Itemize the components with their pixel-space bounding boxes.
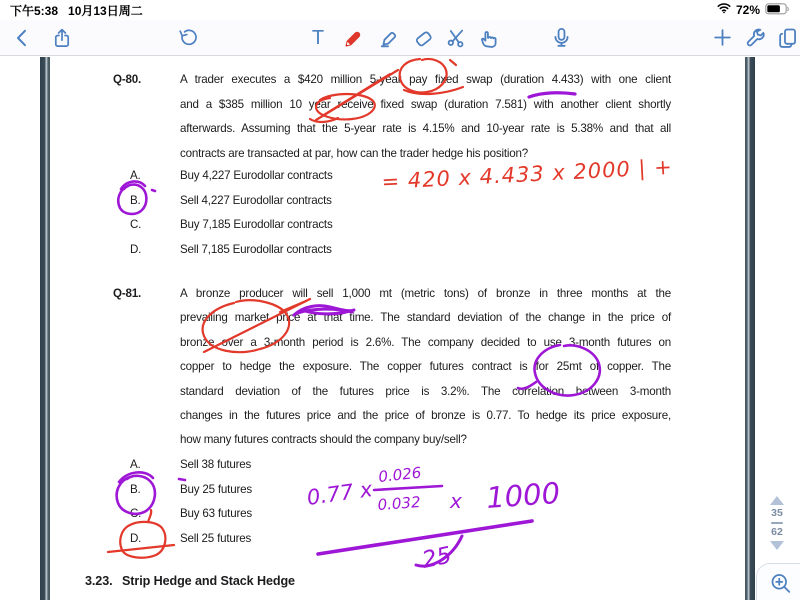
svg-text:0.026: 0.026 xyxy=(377,463,423,486)
page-edge-left xyxy=(40,57,50,600)
choice-text: Sell 4,227 Eurodollar contracts xyxy=(180,193,332,207)
choice-text: Buy 25 futures xyxy=(180,482,252,496)
choice-text: Sell 38 futures xyxy=(180,458,252,471)
page-current: 35 xyxy=(771,507,783,519)
question-id: Q-81. xyxy=(113,287,141,300)
share-icon[interactable] xyxy=(51,27,73,49)
svg-text:x: x xyxy=(450,489,462,513)
choice-label: B. xyxy=(130,193,141,207)
choice-label: B. xyxy=(130,482,141,496)
microphone-icon[interactable] xyxy=(550,27,572,49)
toolbar xyxy=(0,20,800,56)
add-page-icon[interactable] xyxy=(711,27,733,49)
question-line: A trader executes a $420 million 5-year pay fixed swap (duration 4.433) with one client xyxy=(180,73,671,86)
page-down-arrow[interactable] xyxy=(770,541,784,550)
red-note-handwriting: = 420 x 4.433 x 2000 | + xyxy=(381,154,674,194)
page-edge-right xyxy=(745,57,755,600)
wifi-icon xyxy=(717,3,731,17)
status-date: 10月13日周二 xyxy=(68,3,143,18)
choice-text: Buy 63 futures xyxy=(180,507,252,521)
choice-label: D. xyxy=(130,242,142,256)
section-number: 3.23. xyxy=(85,574,113,588)
svg-text:1000: 1000 xyxy=(485,475,562,515)
magnifier-plus-icon xyxy=(769,572,793,600)
eraser-icon[interactable] xyxy=(412,27,434,49)
battery-percent: 72% xyxy=(735,3,760,17)
question-line: A bronze producer will sell 1,000 mt (metric tons) of bronze in three months at the xyxy=(180,287,671,300)
choice-label: A. xyxy=(130,169,141,182)
choice-label: C. xyxy=(130,507,142,521)
page-total: 62 xyxy=(771,526,783,538)
choice-text: Buy 4,227 Eurodollar contracts xyxy=(180,169,333,182)
question-line: changes in the futures price and the price of bronze is 0.77. To hedge its price exposure, xyxy=(180,409,671,422)
question-line: afterwards. Assuming that the 5-year rate is 4.15% and 10-year rate is 5.38% and that all xyxy=(180,122,671,136)
page-divider xyxy=(771,522,783,524)
highlighter-icon[interactable] xyxy=(378,27,400,49)
scissors-icon[interactable] xyxy=(445,27,467,49)
question-line: bronze over a 3-month period is 2.6%. The company decided to use 3-month futures on xyxy=(180,335,671,349)
text-tool[interactable]: T xyxy=(311,26,325,49)
page-navigator xyxy=(763,496,791,550)
question-line: prevailing market price at that time. The standard deviation of the change in the price of xyxy=(180,311,671,325)
section-title: Strip Hedge and Stack Hedge xyxy=(122,574,295,588)
question-line: standard deviation of the futures price is 3.2%. The correlation between 3-month xyxy=(180,384,671,398)
undo-icon[interactable] xyxy=(177,27,199,49)
wrench-settings-icon[interactable] xyxy=(744,27,766,49)
hand-pointer-icon[interactable] xyxy=(478,27,500,49)
pages-icon[interactable] xyxy=(776,27,798,49)
question-line: how many futures contracts should the company buy/sell? xyxy=(180,433,467,447)
back-button[interactable] xyxy=(12,27,34,49)
svg-text:25: 25 xyxy=(419,542,454,574)
choice-text: Buy 7,185 Eurodollar contracts xyxy=(180,218,333,232)
choice-text: Sell 25 futures xyxy=(180,531,252,545)
battery-icon xyxy=(765,3,790,18)
question-line: contracts are transacted at par, how can the trader hedge his position? xyxy=(180,146,529,160)
choice-label: A. xyxy=(130,458,141,471)
choice-label: C. xyxy=(130,218,142,232)
status-bar xyxy=(0,0,800,20)
page-up-arrow[interactable] xyxy=(770,496,784,505)
svg-text:0.032: 0.032 xyxy=(377,493,422,514)
pen-tool-icon[interactable] xyxy=(341,27,363,49)
choice-label: D. xyxy=(130,531,142,545)
question-line: and a $385 million 10 year receive fixed swap (duration 7.581) with another client shortly xyxy=(180,97,671,111)
choice-text: Sell 7,185 Eurodollar contracts xyxy=(180,242,332,256)
question-line: copper to hedge the exposure. The copper futures contract is for 25mt of copper. The xyxy=(180,360,671,374)
zoom-button[interactable] xyxy=(756,563,800,600)
status-time: 下午5:38 xyxy=(10,3,59,18)
question-id: Q-80. xyxy=(113,73,141,86)
svg-text:0.77 x: 0.77 x xyxy=(305,477,374,510)
